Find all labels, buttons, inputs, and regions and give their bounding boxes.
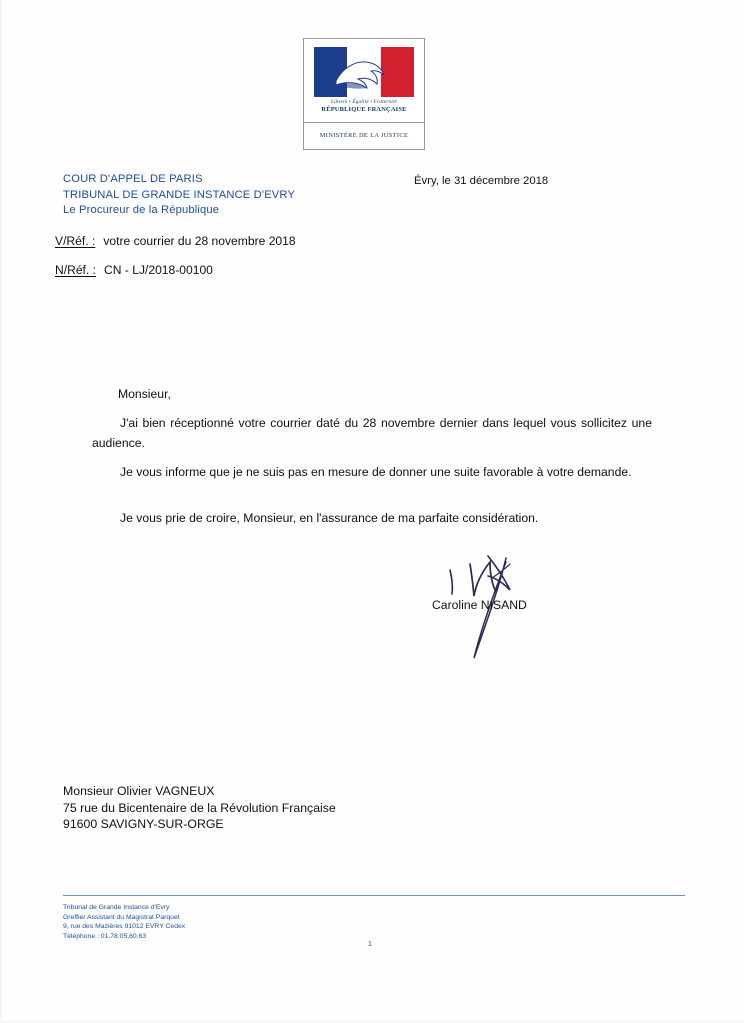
- sender-line-tribunal: TRIBUNAL DE GRANDE INSTANCE D'EVRY: [63, 188, 296, 201]
- marianne-profile-icon: [332, 51, 394, 93]
- footer-line-tribunal: Tribunal de Grande Instance d'Evry: [63, 904, 170, 911]
- emblem-divider: [304, 122, 424, 123]
- letter-paragraph-2: Je vous informe que je ne suis pas en mesure de donner une suite favorable à votre demande.: [120, 465, 632, 479]
- devise-text: Liberté • Égalité • Fraternité: [330, 99, 398, 105]
- recipient-name: Monsieur Olivier VAGNEUX: [63, 784, 215, 798]
- scan-edge-left: [0, 0, 3, 1023]
- reference-our-ref-value: CN - LJ/2018-00100: [104, 263, 213, 277]
- letter-paragraph-3: Je vous prie de croire, Monsieur, en l'assurance de ma parfaite considération.: [120, 511, 539, 525]
- scan-edge-bottom: [0, 1018, 744, 1023]
- footer-block: [63, 903, 185, 941]
- letter-salutation: Monsieur,: [118, 387, 171, 401]
- handwritten-signature: [440, 548, 570, 678]
- sender-block: [63, 172, 295, 219]
- republique-francaise-emblem: [303, 38, 425, 150]
- footer-divider: [63, 895, 685, 896]
- footer-line-greffier: Greffier Assistant du Magistrat Parquet: [63, 913, 180, 921]
- page-number: 1: [368, 941, 372, 948]
- signature-name: Caroline NISAND: [432, 598, 527, 612]
- footer-line-address: 9, rue des Mazières 91012 EVRY Cedex: [63, 923, 186, 931]
- sender-line-court: COUR D'APPEL DE PARIS: [63, 173, 203, 185]
- recipient-address-block: [63, 783, 336, 833]
- place-and-date: Évry, le 31 décembre 2018: [414, 175, 549, 187]
- footer-line-phone: Téléphone : 01.78.05,60,63: [63, 932, 147, 940]
- reference-your-ref-value: votre courrier du 28 novembre 2018: [103, 234, 296, 248]
- republique-francaise-text: RÉPUBLIQUE FRANÇAISE: [321, 106, 407, 113]
- reference-your-ref-label: V/Réf. :: [55, 234, 96, 248]
- letter-paragraph-1: J'ai bien réceptionné votre courrier daté du 28 novembre dernier dans lequel vous sollicitez une audience.: [92, 416, 652, 450]
- reference-our-ref-label: N/Réf. :: [55, 263, 96, 277]
- recipient-city: 91600 SAVIGNY-SUR-ORGE: [63, 817, 224, 831]
- reference-your-ref: [55, 234, 296, 248]
- reference-our-ref: [55, 263, 213, 277]
- recipient-street: 75 rue du Bicentenaire de la Révolution Française: [63, 800, 336, 815]
- french-flag-icon: [314, 47, 414, 97]
- ministere-justice-text: MINISTÈRE DE LA JUSTICE: [319, 132, 409, 139]
- sender-line-procureur: Le Procureur de la République: [63, 204, 220, 216]
